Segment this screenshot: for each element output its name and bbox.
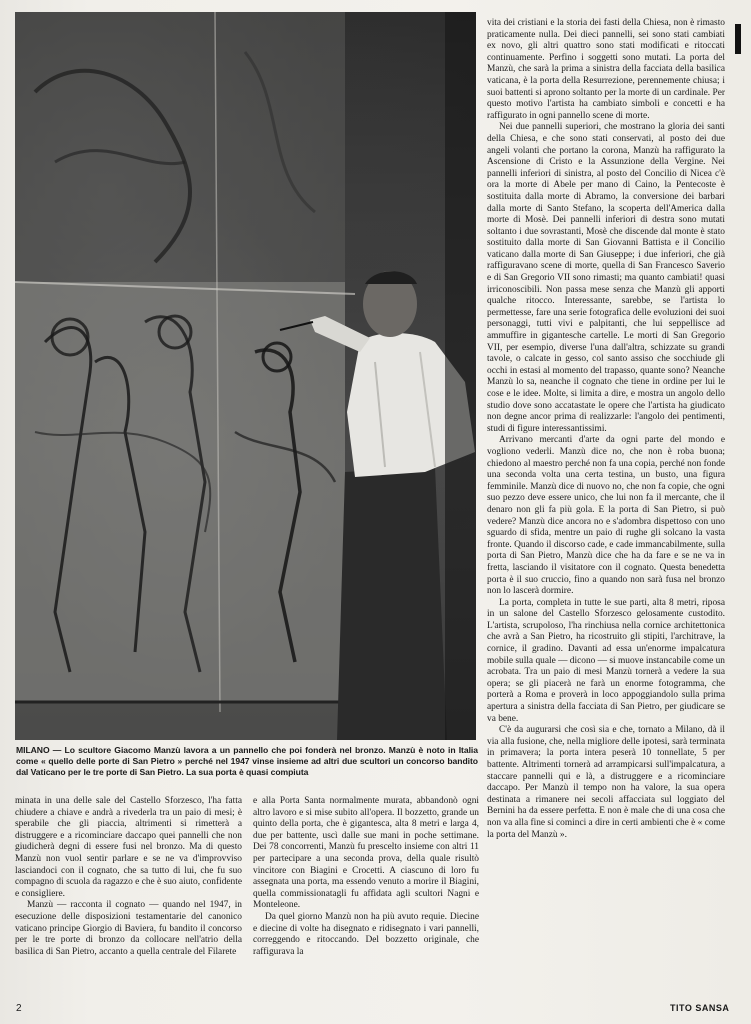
page-number: 2 bbox=[16, 1003, 22, 1014]
paragraph: Manzù — racconta il cognato — quando nel 1947, in esecuzione delle disposizioni testamentarie del canonico vaticano principe Giorgio di Baviera, fu bandito il concorso per le tre porte di bronzo da collocare nell'atrio della basilica di San Pietro, accanto a quella centrale del Filarete bbox=[15, 900, 242, 957]
photo-caption bbox=[16, 745, 478, 778]
paragraph: Nei due pannelli superiori, che mostrano la gloria dei santi della Chiesa, e che sono stati conservati, al posto dei due angeli volanti che portano la corona, Manzù ha raffigurato la Ascensione di Cristo e la Assunzione della Vergine. Nei pannelli inferiori di sinistra, al posto del Concilio di Nicea c'è ora la morte di Abele per mano di Caino, la Pentecoste è sostituita dalla morte di Abramo, la conversione dei barbari dalla morte di Santo Stefano, la scoperta dell'America dalla morte di Mosè. Dei pannelli inferiori di destra sono mutati soltanto i due sovrastanti, Mosè che discende dal monte è stato sostituito dalla morte di San Giovanni Battista e il Concilio vaticano dalla morte di San Giuseppe; i due inferiori, che già raffiguravano scene di morte, quella di San Francesco Saverio e di San Gregorio VII sono rimasti; ma quanto cambiati! quasi irriconoscibili. Non passa mese senza che Manzù gli apporti qualche ritocco. Interessante, sarebbe, se l'artista lo permettesse, fare una serie fotografica delle evoluzioni dei suoi personaggi, tutti vivi e palpitanti, che lui seppellisce ad ammuffire in gigantesche cartelle. Le morti di San Gregorio VII, per esempio, diverse l'una dall'altra, schizzate su grandi tavole, o calcate in gesso, col santo assiso che socchiude gli occhi in estasi al momento del trapasso, quante sono? Neanche Manzù lo sa, neanche il cognato che tiene in ordine per lui le cose e le idee. Molte, si limita a dire, e mostra un angolo dello studio dove sono accatastate le opere che l'artista ha giudicato non degne ancor prima di realizzarle: l'angolo dei pentimenti, studi di figure interessantissimi. bbox=[487, 122, 725, 434]
paragraph: La porta, completa in tutte le sue parti, alta 8 metri, riposa in un salone del Castello Sforzesco gelosamente custodito. L'artista, scrupoloso, l'ha rinchiusa nella cornice architettonica che avrà a San Pietro, ha ricostruito gli stipiti, l'architrave, la cornice, il gradino. Davanti ad essa un'enorme impalcatura mobile sulla quale — dicono — si muove instancabile come un acrobata. Tra un paio di mesi Manzù tornerà a vedere la sua opera; se gli piacerà ne farà un enorme fotogramma, che porterà a Roma e proverà in loco appoggiandolo sulla prima apertura a sinistra della facciata di San Pietro, per giudicare se va bene. bbox=[487, 597, 725, 724]
paragraph: Da quel giorno Manzù non ha più avuto requie. Diecine e diecine di volte ha disegnato e ridisegnato i vari pannelli, correggendo e ritoccando. Del bozzetto originale, che raffigurava la bbox=[253, 911, 479, 957]
paragraph: Arrivano mercanti d'arte da ogni parte del mondo e vogliono vederli. Manzù dice no, che non è roba buona; chiedono al maestro perché non fa una copia, perché non fonde una seconda volta una certa testina, un busto, una figura femminile. Manzù dice di nuovo no, che non fa copie, che ogni suo pezzo deve essere unico, che lui non fa il mercante, che il denaro non gli fa più gola. E la porta di San Pietro, si può vedere? Manzù dice ancora no e s'adombra dispettoso con uno sguardo di sfida, mentre un paio di rughe gli solcano la vasta fronte. Quando il discorso cade, e cade immancabilmente, sulla porta di San Pietro, Manzù dice che ha da fare e se ne va in fretta, lasciando il visitatore con il cognato. Questa benedetta porta è il suo cruccio, fino a quando non sarà fusa nel bronzo non lo lascerà dormire. bbox=[487, 435, 725, 597]
paragraph: e alla Porta Santa normalmente murata, abbandonò ogni altro lavoro e si mise subito all'opera. Il bozzetto, grande un quinto della porta, che è gigantesca, alta 8 metri e larga 4, due per battente, uscì dalle sue mani in poche settimane. Dei 78 concorrenti, Manzù fu prescelto insieme con altri 11 per partecipare a una seconda prova, della quale risultò vincitore con Biagini e Crocetti. A ciascuno di loro fu assegnata una porta, ma essendo venuto a morire il Biagini, quella commissionatagli fu affidata agli scultori Nagni e Monteleone. bbox=[253, 796, 479, 911]
article-column-right bbox=[487, 18, 725, 841]
paragraph: minata in una delle sale del Castello Sforzesco, l'ha fatta chiudere a chiave e andrà a rivederla tra un paio di mesi; è sperabile che gli piaccia, altrimenti si rimetterà a distruggere e a ricominciare daccapo quei pannelli che non giudicherà degni di essere fusi nel bronzo. Ma di questo Manzù non vuol sentir parlare e se ne va d'improvviso lasciandoci con il cognato, che sa tutto di lui, che fu suo compagno di scuola da ragazzo e che è suo aiuto, confidente e consigliere. bbox=[15, 796, 242, 899]
article-column-bottom-middle bbox=[253, 796, 479, 958]
article-column-bottom-left bbox=[15, 796, 242, 958]
paragraph: C'è da augurarsi che così sia e che, tornato a Milano, dà il via alla fusione, che, nella migliore delle ipotesi, sarà terminata in primavera; la porta intera peserà 10 tonnellate, 5 per battente. Altrimenti tornerà ad arrampicarsi sull'impalcatura, a staccare pannelli qui e là, a distruggere e a ricominciare daccapo. Per Manzù il tempo non ha valore, la sua opera destinata a rimanere nei secoli affacciata sul loggiato del Bernini ha da essere perfetta. E non è male che di una cosa che non va alla fine si cominci a dire in certi ambienti che è « come la porta del Manzù ». bbox=[487, 725, 725, 840]
edge-mark bbox=[735, 24, 741, 54]
caption-text: Lo scultore Giacomo Manzù lavora a un pannello che poi fonderà nel bronzo. Manzù è noto in Italia come « quello delle porte di San Pietro » perché nel 1947 vinse insieme ad altri due scultori un concorso bandito dal Vaticano per le tre porte di San Pietro. La sua porta è quasi compiuta bbox=[16, 745, 478, 777]
caption-lead: MILANO — bbox=[16, 745, 62, 755]
author-signature: TITO SANSA bbox=[670, 1003, 730, 1013]
photo-illustration bbox=[15, 12, 476, 740]
photo-sculptor-at-work bbox=[15, 12, 476, 740]
paragraph: vita dei cristiani e la storia dei fasti della Chiesa, non è rimasto praticamente nulla. Dei dieci pannelli, sei sono stati cambiati ex novo, gli altri quattro sono stati modificati e ritoccati continuamente. Perfino i soggetti sono mutati. La porta del Manzù, che sarà la prima a sinistra della facciata della basilica vaticana, è la porta della Resurrezione, perennemente chiusa; i suoi battenti si aprono soltanto per la morte di un cardinale. Per questo motivo l'artista ha cambiato simboli e concetti e ha raffigurato in ogni pannello scene di morte. bbox=[487, 18, 725, 121]
